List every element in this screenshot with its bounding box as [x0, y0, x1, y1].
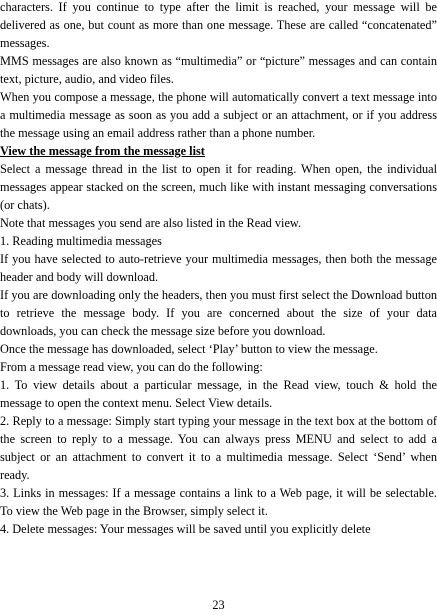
paragraph-auto-convert: When you compose a message, the phone will automatically convert a text message into a multimedia message as soon as you add a subject or an attachment, or if you address the message using an email address rather than a phone number.	[0, 90, 437, 140]
paragraph-play-button: Once the message has downloaded, select ‘Play’ button to view the message.	[0, 342, 378, 356]
page-number: 23	[212, 598, 225, 612]
paragraph-auto-retrieve: If you have selected to auto-retrieve your multimedia messages, then both the message header and body will download.	[0, 252, 437, 284]
paragraph-mms-definition: MMS messages are also known as “multimedia” or “picture” messages and can contain text, picture, audio, and video files.	[0, 54, 437, 86]
paragraph-select-thread: Select a message thread in the list to open it for reading. When open, the individual messages appear stacked on the screen, much like with instant messaging conversations (or chats).	[0, 162, 437, 212]
list-item-delete: 4. Delete messages: Your messages will be saved until you explicitly delete	[0, 522, 371, 536]
list-item-links: 3. Links in messages: If a message contains a link to a Web page, it will be selectable. To view the Web page in the Browser, simply select it.	[0, 486, 437, 518]
paragraph-sent-messages-note: Note that messages you send are also listed in the Read view.	[0, 216, 302, 230]
paragraph-read-view-options: From a message read view, you can do the following:	[0, 360, 263, 374]
paragraph-concatenated-messages: characters. If you continue to type after the limit is reached, your message will be delivered as one, but count as more than one message. These are called “concatenated” messages.	[0, 0, 437, 50]
list-item-reply: 2. Reply to a message: Simply start typing your message in the text box at the bottom of the screen to reply to a message. You can always press MENU and select to add a subject or an attachment to convert it to a multimedia message. Select ‘Send’ when ready.	[0, 414, 437, 482]
paragraph-download-headers: If you are downloading only the headers, then you must first select the Download button to retrieve the message body. If you are concerned about the size of your data downloads, you can check the message size before you download.	[0, 288, 437, 338]
list-item-view-details: 1. To view details about a particular message, in the Read view, touch & hold the message to open the context menu. Select View details.	[0, 378, 437, 410]
paragraph-reading-mms-title: 1. Reading multimedia messages	[0, 234, 162, 248]
section-heading-view-message: View the message from the message list	[0, 144, 205, 158]
